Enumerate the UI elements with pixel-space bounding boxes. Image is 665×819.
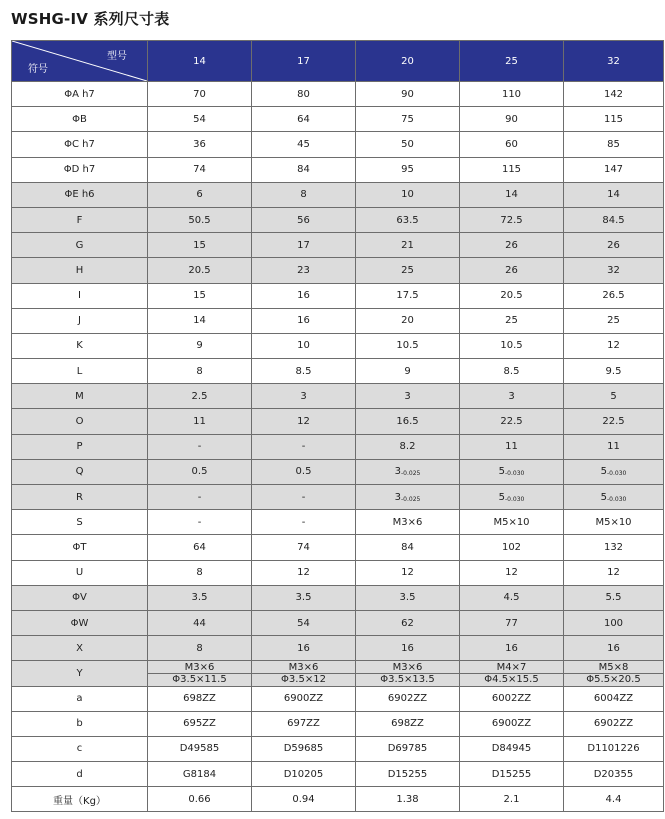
table-cell: 698ZZ [356, 711, 460, 736]
row-symbol: 重量（Kg） [12, 787, 148, 812]
table-cell [356, 459, 460, 484]
table-row [12, 258, 664, 283]
table-cell: 60 [460, 132, 564, 157]
table-row [12, 207, 664, 232]
table-cell: 3 [252, 384, 356, 409]
row-symbol: P [12, 434, 148, 459]
table-cell: M3×6 [356, 510, 460, 535]
table-cell: 11 [460, 434, 564, 459]
row-symbol: G [12, 233, 148, 258]
row-symbol: b [12, 711, 148, 736]
cell-line-1: M4×7 [460, 662, 563, 674]
cell-value: 5 [498, 491, 506, 503]
table-cell [148, 485, 252, 510]
cell-value: 0.5 [191, 466, 208, 478]
size-header: 20 [356, 41, 460, 82]
table-cell [148, 459, 252, 484]
table-cell: 102 [460, 535, 564, 560]
table-cell: 4.4 [564, 787, 664, 812]
table-cell: 1.38 [356, 787, 460, 812]
row-symbol: a [12, 686, 148, 711]
table-cell: 3 [460, 384, 564, 409]
cell-line-2: Φ4.5×15.5 [484, 673, 539, 685]
table-cell: 12 [252, 409, 356, 434]
table-cell: 12 [356, 560, 460, 585]
table-row [12, 762, 664, 787]
table-cell: G8184 [148, 762, 252, 787]
table-cell: 16 [460, 636, 564, 661]
table-cell: 70 [148, 82, 252, 107]
table-cell: 142 [564, 82, 664, 107]
table-cell: - [148, 510, 252, 535]
row-symbol: d [12, 762, 148, 787]
table-cell: M5×10 [460, 510, 564, 535]
row-symbol: J [12, 308, 148, 333]
table-cell: 115 [564, 107, 664, 132]
table-cell: 5.5 [564, 585, 664, 610]
table-cell: 95 [356, 157, 460, 182]
table-cell: 22.5 [460, 409, 564, 434]
table-cell: 6900ZZ [252, 686, 356, 711]
table-cell: 8.5 [252, 359, 356, 384]
table-row [12, 409, 664, 434]
table-cell: 23 [252, 258, 356, 283]
table-row [12, 736, 664, 761]
table-cell: M5×10 [564, 510, 664, 535]
table-cell: - [252, 510, 356, 535]
table-row [12, 283, 664, 308]
row-symbol: ΦT [12, 535, 148, 560]
cell-line-1: M3×6 [356, 662, 459, 674]
table-cell: 85 [564, 132, 664, 157]
tolerance-value: -0.025 [401, 470, 421, 478]
cell-line-2: Φ3.5×13.5 [380, 673, 435, 685]
table-cell: 45 [252, 132, 356, 157]
table-cell: 9 [148, 333, 252, 358]
table-cell [460, 661, 564, 686]
table-row [12, 686, 664, 711]
table-cell: 54 [252, 610, 356, 635]
table-cell: 50.5 [148, 207, 252, 232]
table-cell: 3 [356, 384, 460, 409]
table-cell: D69785 [356, 736, 460, 761]
table-cell: 80 [252, 82, 356, 107]
table-cell: 77 [460, 610, 564, 635]
table-cell: 115 [460, 157, 564, 182]
row-symbol: S [12, 510, 148, 535]
table-cell: D84945 [460, 736, 564, 761]
table-cell: 6900ZZ [460, 711, 564, 736]
table-cell: D10205 [252, 762, 356, 787]
table-cell: 9 [356, 359, 460, 384]
table-cell: 0.94 [252, 787, 356, 812]
table-cell: 3.5 [252, 585, 356, 610]
table-cell: 25 [460, 308, 564, 333]
page-title: WSHG-IV 系列尺寸表 [11, 10, 170, 28]
table-cell: 8 [148, 359, 252, 384]
row-symbol: U [12, 560, 148, 585]
table-cell: 3.5 [148, 585, 252, 610]
table-cell: - [148, 434, 252, 459]
cell-value: 5 [600, 466, 608, 478]
table-cell: 84.5 [564, 207, 664, 232]
table-cell: 5 [564, 384, 664, 409]
table-cell: 56 [252, 207, 356, 232]
table-cell: 695ZZ [148, 711, 252, 736]
table-cell: 698ZZ [148, 686, 252, 711]
table-cell: D1101226 [564, 736, 664, 761]
row-symbol: X [12, 636, 148, 661]
table-cell: 26 [460, 233, 564, 258]
table-cell: 147 [564, 157, 664, 182]
table-cell: 90 [356, 82, 460, 107]
cell-value: 3 [394, 466, 402, 478]
row-symbol: Y [12, 661, 148, 686]
table-cell: 10 [252, 333, 356, 358]
table-cell: 62 [356, 610, 460, 635]
size-header: 14 [148, 41, 252, 82]
table-cell: 110 [460, 82, 564, 107]
cell-value: 0.5 [295, 466, 312, 478]
table-cell: 17 [252, 233, 356, 258]
table-row [12, 182, 664, 207]
table-cell: 3.5 [356, 585, 460, 610]
table-cell: 25 [356, 258, 460, 283]
table-cell: 17.5 [356, 283, 460, 308]
table-row [12, 585, 664, 610]
table-row [12, 233, 664, 258]
table-cell: D20355 [564, 762, 664, 787]
table-cell: 12 [252, 560, 356, 585]
table-cell: 14 [148, 308, 252, 333]
tolerance-value: -0.030 [607, 470, 627, 478]
table-cell: 10.5 [460, 333, 564, 358]
table-cell: 11 [564, 434, 664, 459]
table-cell [460, 459, 564, 484]
table-row [12, 636, 664, 661]
table-row [12, 459, 664, 484]
table-cell: 16 [564, 636, 664, 661]
table-cell: 25 [564, 308, 664, 333]
table-cell: 12 [564, 333, 664, 358]
size-header: 17 [252, 41, 356, 82]
table-cell: 26.5 [564, 283, 664, 308]
table-row [12, 157, 664, 182]
table-cell: 132 [564, 535, 664, 560]
table-cell: 10 [356, 182, 460, 207]
table-cell [564, 485, 664, 510]
row-symbol: Q [12, 459, 148, 484]
table-cell [564, 661, 664, 686]
row-symbol: ΦD h7 [12, 157, 148, 182]
table-cell: 44 [148, 610, 252, 635]
tolerance-value: -0.030 [607, 495, 627, 503]
model-label: 型号 [107, 51, 127, 62]
table-row [12, 787, 664, 812]
table-cell: 54 [148, 107, 252, 132]
table-cell: 16 [252, 636, 356, 661]
table-cell: 10.5 [356, 333, 460, 358]
table-cell: 15 [148, 233, 252, 258]
table-cell: 84 [252, 157, 356, 182]
size-header: 25 [460, 41, 564, 82]
table-cell: 84 [356, 535, 460, 560]
table-cell: 100 [564, 610, 664, 635]
cell-line-2: Φ5.5×20.5 [586, 673, 641, 685]
table-cell [252, 661, 356, 686]
table-cell: 64 [252, 107, 356, 132]
row-symbol: O [12, 409, 148, 434]
row-symbol: ΦE h6 [12, 182, 148, 207]
row-symbol: I [12, 283, 148, 308]
table-cell: D59685 [252, 736, 356, 761]
table-cell: 2.1 [460, 787, 564, 812]
table-row [12, 107, 664, 132]
cell-value: 5 [498, 466, 506, 478]
table-row [12, 384, 664, 409]
table-cell: 0.66 [148, 787, 252, 812]
table-cell: 75 [356, 107, 460, 132]
table-cell: 6902ZZ [356, 686, 460, 711]
table-cell: 12 [460, 560, 564, 585]
cell-line-2: Φ3.5×11.5 [172, 673, 227, 685]
table-cell: 74 [148, 157, 252, 182]
cell-line-1: M3×6 [252, 662, 355, 674]
table-cell: 20.5 [460, 283, 564, 308]
table-cell: 26 [460, 258, 564, 283]
table-cell: 16 [252, 308, 356, 333]
table-cell: 50 [356, 132, 460, 157]
table-cell: 12 [564, 560, 664, 585]
table-cell: 6004ZZ [564, 686, 664, 711]
table-cell: 6902ZZ [564, 711, 664, 736]
table-cell: 64 [148, 535, 252, 560]
table-cell: 22.5 [564, 409, 664, 434]
spec-table [11, 40, 664, 812]
table-cell [356, 485, 460, 510]
table-cell: 32 [564, 258, 664, 283]
table-cell [252, 459, 356, 484]
cell-value: - [301, 491, 306, 503]
cell-line-1: M5×8 [564, 662, 663, 674]
cell-value: 3 [394, 491, 402, 503]
table-cell [252, 485, 356, 510]
cell-line-1: M3×6 [148, 662, 251, 674]
row-symbol: ΦW [12, 610, 148, 635]
table-cell: D49585 [148, 736, 252, 761]
row-symbol: ΦA h7 [12, 82, 148, 107]
table-cell: 72.5 [460, 207, 564, 232]
table-cell: 26 [564, 233, 664, 258]
table-row [12, 510, 664, 535]
row-symbol: c [12, 736, 148, 761]
table-cell: 16.5 [356, 409, 460, 434]
table-cell: 21 [356, 233, 460, 258]
table-row [12, 434, 664, 459]
table-cell: 8 [148, 560, 252, 585]
table-cell [460, 485, 564, 510]
table-cell: 15 [148, 283, 252, 308]
table-row [12, 308, 664, 333]
row-symbol: K [12, 333, 148, 358]
table-cell: 90 [460, 107, 564, 132]
table-cell: 16 [356, 636, 460, 661]
table-cell: 2.5 [148, 384, 252, 409]
table-row [12, 610, 664, 635]
table-cell: D15255 [460, 762, 564, 787]
table-cell: 36 [148, 132, 252, 157]
table-cell: 9.5 [564, 359, 664, 384]
table-cell: 6 [148, 182, 252, 207]
row-symbol: H [12, 258, 148, 283]
table-row [12, 485, 664, 510]
table-cell: 20.5 [148, 258, 252, 283]
corner-header-cell [12, 41, 148, 82]
table-cell [356, 661, 460, 686]
table-row [12, 359, 664, 384]
table-cell: 11 [148, 409, 252, 434]
table-cell: 63.5 [356, 207, 460, 232]
cell-line-2: Φ3.5×12 [281, 673, 326, 685]
row-symbol: ΦC h7 [12, 132, 148, 157]
table-cell: 8.5 [460, 359, 564, 384]
table-cell: 16 [252, 283, 356, 308]
table-row [12, 82, 664, 107]
table-cell: 697ZZ [252, 711, 356, 736]
row-symbol: L [12, 359, 148, 384]
table-cell: 4.5 [460, 585, 564, 610]
row-symbol: F [12, 207, 148, 232]
table-row [12, 333, 664, 358]
table-row [12, 711, 664, 736]
tolerance-value: -0.030 [505, 470, 525, 478]
row-symbol: M [12, 384, 148, 409]
table-cell: 14 [460, 182, 564, 207]
table-header-row [12, 41, 664, 82]
table-cell: 20 [356, 308, 460, 333]
cell-value: 5 [600, 491, 608, 503]
symbol-label: 符号 [28, 64, 48, 75]
row-symbol: R [12, 485, 148, 510]
cell-value: - [197, 491, 202, 503]
size-header: 32 [564, 41, 664, 82]
tolerance-value: -0.030 [505, 495, 525, 503]
table-cell: 8 [252, 182, 356, 207]
table-cell: 14 [564, 182, 664, 207]
table-row [12, 132, 664, 157]
tolerance-value: -0.025 [401, 495, 421, 503]
table-cell: - [252, 434, 356, 459]
table-cell [148, 661, 252, 686]
table-cell: 6002ZZ [460, 686, 564, 711]
table-row [12, 535, 664, 560]
table-row [12, 661, 664, 686]
table-cell: D15255 [356, 762, 460, 787]
table-cell: 8.2 [356, 434, 460, 459]
table-cell: 74 [252, 535, 356, 560]
row-symbol: ΦB [12, 107, 148, 132]
row-symbol: ΦV [12, 585, 148, 610]
table-row [12, 560, 664, 585]
table-cell [564, 459, 664, 484]
table-cell: 8 [148, 636, 252, 661]
